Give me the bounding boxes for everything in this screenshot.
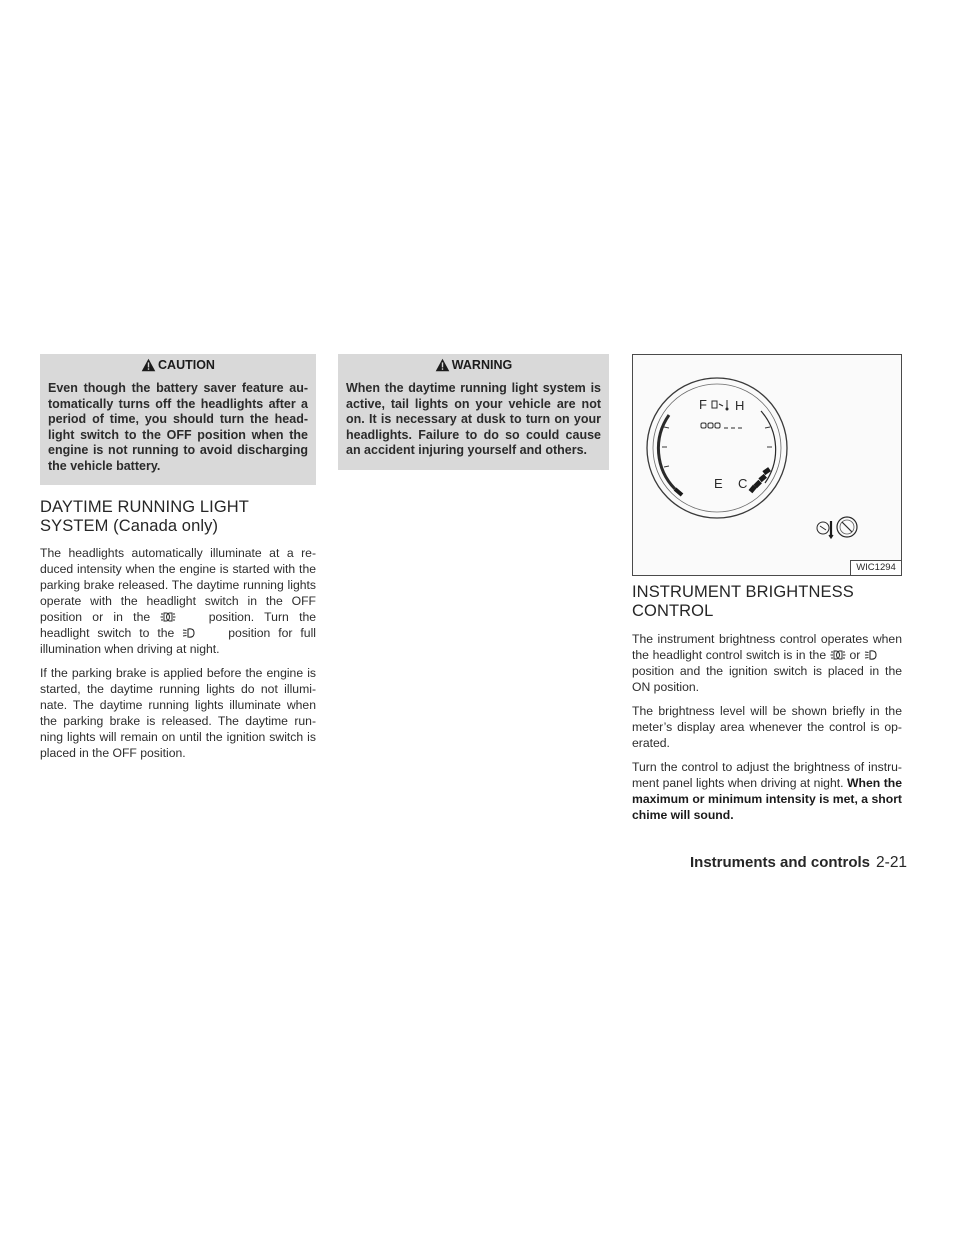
brightness-para1-text-a: The instrument brightness control operates when the headlight control switch is in the	[632, 632, 902, 662]
gauge-letter-f: F	[699, 397, 707, 412]
right-column	[632, 354, 902, 823]
caution-header	[48, 354, 308, 376]
brightness-paragraph-3	[632, 759, 902, 823]
segment-display	[701, 423, 742, 428]
warning-header	[346, 354, 601, 376]
warning-title: WARNING	[451, 358, 513, 372]
warning-triangle-icon	[141, 358, 156, 372]
headlight-icon	[864, 649, 880, 661]
footer-section-title: Instruments and controls	[690, 854, 871, 871]
fuel-pump-icon	[712, 401, 723, 408]
parking-lights-icon	[160, 611, 176, 623]
warning-triangle-icon	[435, 358, 450, 372]
page-footer	[690, 854, 910, 872]
middle-column	[338, 354, 609, 470]
headlight-icon	[182, 627, 198, 639]
brightness-para1-text-c: position and the ignition switch is placed in the ON position.	[632, 664, 902, 694]
page-number: 2-21	[876, 854, 908, 871]
thermometer-icon	[726, 400, 729, 411]
caution-title: CAUTION	[158, 358, 215, 372]
daytime-heading: DAYTIME RUNNING LIGHT SYSTEM (Canada only)	[40, 498, 249, 535]
gauge-figure	[632, 354, 902, 576]
brightness-para1-text-b: or	[849, 648, 861, 662]
brightness-para3-bold: When the maximum or minimum intensity is met, a short chime will sound.	[632, 776, 903, 822]
brightness-heading: INSTRUMENT BRIGHTNESS CONTROL	[632, 583, 854, 620]
caution-text: Even though the battery saver feature au-tomatically turns off the headlights after a period of time, you should turn the head-light switch to the OFF position when the engine is not running to avoid discharging the vehicle battery.	[48, 381, 308, 473]
warning-box	[338, 354, 609, 470]
warning-text: When the daytime running light system is active, tail lights on your vehicle are not on. It is necessary at dusk to turn on your headlights. Failure to do so could cause an accident injuring yourself and others.	[346, 381, 601, 457]
brightness-paragraph-2: The brightness level will be shown briefly in the meter’s display area whenever the control is op-erated.	[632, 704, 902, 750]
brightness-para3-text: Turn the control to adjust the brightness of instru-ment panel lights when driving at night.	[632, 760, 902, 790]
daytime-para1-text-b: position. Turn the headlight switch to the	[40, 610, 317, 640]
gauge-letter-e: E	[714, 476, 723, 491]
daytime-para1-text-a: The headlights automatically illuminate at a re-duced intensity when the engine is started with the parking brake released. The daytime running lights operate with the headlight switch in the OFF position or in the	[40, 546, 316, 624]
daytime-paragraph-1	[40, 545, 316, 657]
gauge-illustration	[633, 355, 901, 575]
parking-lights-icon	[830, 649, 846, 661]
figure-code: WIC1294	[850, 560, 901, 575]
daytime-para1-text-c: position for full illumination when driving at night.	[40, 626, 316, 656]
brightness-paragraph-1	[632, 631, 902, 695]
gauge-letter-c: C	[738, 476, 748, 491]
left-column	[40, 354, 316, 761]
caution-box	[40, 354, 316, 485]
brightness-knob-icon	[817, 517, 857, 538]
gauge-letter-h: H	[735, 398, 745, 413]
daytime-paragraph-2: If the parking brake is applied before the engine is started, the daytime running lights do not illumi-nate. The daytime running lights illuminate when the parking brake is released. The daytime run-ning lights will remain on until the ignition switch is placed in the OFF position.	[40, 666, 316, 760]
